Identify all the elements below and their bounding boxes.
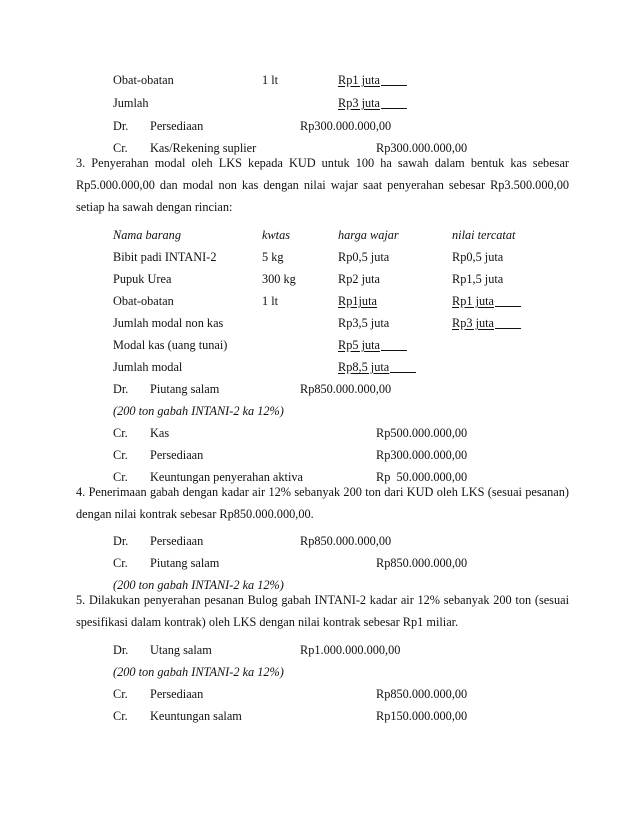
credit-amount: Rp150.000.000,00	[376, 709, 468, 723]
table-row-name: Bibit padi INTANI-2	[113, 250, 217, 264]
credit-label: Cr.	[113, 426, 128, 440]
credit-label: Cr.	[113, 556, 128, 570]
table-row-fair: Rp3,5 juta	[338, 316, 390, 330]
credit-label: Cr.	[113, 687, 128, 701]
total-price: Rp3 juta	[338, 96, 407, 111]
table-row-name: Modal kas (uang tunai)	[113, 338, 228, 352]
journal-note: (200 ton gabah INTANI-2 ka 12%)	[113, 404, 284, 418]
debit-amount: Rp850.000.000,00	[300, 534, 392, 548]
debit-label: Dr.	[113, 643, 129, 657]
credit-account: Persediaan	[150, 687, 204, 701]
table-row-book: Rp3 juta	[452, 316, 521, 331]
debit-amount: Rp300.000.000,00	[300, 119, 392, 133]
credit-account: Keuntungan salam	[150, 709, 242, 723]
section3-paragraph: 3. Penyerahan modal oleh LKS kepada KUD untuk 100 ha sawah dalam bentuk kas sebesar Rp5.000.000,00 dan modal non kas dengan nilai wajar saat penyerahan sebesar Rp3.500.000,00 setiap ha sawah dengan rincian:	[76, 156, 569, 214]
debit-account: Utang salam	[150, 643, 212, 657]
debit-account: Piutang salam	[150, 382, 220, 396]
credit-account: Piutang salam	[150, 556, 220, 570]
debit-amount: Rp1.000.000.000,00	[300, 643, 401, 657]
table-row-fair: Rp1juta	[338, 294, 377, 308]
section5-paragraph: 5. Dilakukan penyerahan pesanan Bulog gabah INTANI-2 kadar air 12% sebanyak 200 ton (sesuai spesifikasi dalam kontrak) oleh LKS dengan nilai kontrak sebesar Rp1 miliar.	[76, 593, 569, 629]
debit-label: Dr.	[113, 119, 129, 133]
credit-account: Persediaan	[150, 448, 204, 462]
table-row-fair: Rp8,5 juta	[338, 360, 416, 375]
table-header-fair-value: harga wajar	[338, 228, 399, 242]
table-row-name: Obat-obatan	[113, 294, 174, 308]
table-header-qty: kwtas	[262, 228, 291, 242]
debit-account: Persediaan	[150, 119, 204, 133]
debit-amount: Rp850.000.000,00	[300, 382, 392, 396]
table-row-fair: Rp2 juta	[338, 272, 381, 286]
table-header-book-value: nilai tercatat	[452, 228, 516, 242]
credit-label: Cr.	[113, 141, 128, 155]
credit-account: Kas	[150, 426, 170, 440]
debit-label: Dr.	[113, 534, 129, 548]
journal-note: (200 ton gabah INTANI-2 ka 12%)	[113, 665, 284, 679]
table-row-book: Rp1,5 juta	[452, 272, 504, 286]
credit-amount: Rp300.000.000,00	[376, 141, 468, 155]
item-name: Obat-obatan	[113, 73, 174, 87]
credit-account: Kas/Rekening suplier	[150, 141, 257, 155]
journal-note: (200 ton gabah INTANI-2 ka 12%)	[113, 578, 284, 592]
credit-label: Cr.	[113, 709, 128, 723]
table-row-book: Rp1 juta	[452, 294, 521, 309]
table-row-name: Jumlah modal	[113, 360, 183, 374]
table-row-fair: Rp0,5 juta	[338, 250, 390, 264]
table-header-name: Nama barang	[113, 228, 181, 242]
table-row-name: Jumlah modal non kas	[113, 316, 224, 330]
table-row-name: Pupuk Urea	[113, 272, 172, 286]
item-price: Rp1 juta	[338, 73, 407, 88]
credit-amount: Rp850.000.000,00	[376, 556, 468, 570]
debit-label: Dr.	[113, 382, 129, 396]
table-row-qty: 5 kg	[262, 250, 284, 264]
table-row-qty: 300 kg	[262, 272, 296, 286]
table-row-book: Rp0,5 juta	[452, 250, 504, 264]
credit-amount: Rp 50.000.000,00	[376, 470, 468, 484]
credit-label: Cr.	[113, 448, 128, 462]
credit-amount: Rp300.000.000,00	[376, 448, 468, 462]
section4-paragraph: 4. Penerimaan gabah dengan kadar air 12% sebanyak 200 ton dari KUD oleh LKS (sesuai pesanan) dengan nilai kontrak sebesar Rp850.000.000,00.	[76, 485, 569, 521]
total-label: Jumlah	[113, 96, 149, 110]
credit-account: Keuntungan penyerahan aktiva	[150, 470, 303, 484]
credit-label: Cr.	[113, 470, 128, 484]
debit-account: Persediaan	[150, 534, 204, 548]
table-row-qty: 1 lt	[262, 294, 279, 308]
item-qty: 1 lt	[262, 73, 279, 87]
table-row-fair: Rp5 juta	[338, 338, 407, 353]
credit-amount: Rp500.000.000,00	[376, 426, 468, 440]
credit-amount: Rp850.000.000,00	[376, 687, 468, 701]
